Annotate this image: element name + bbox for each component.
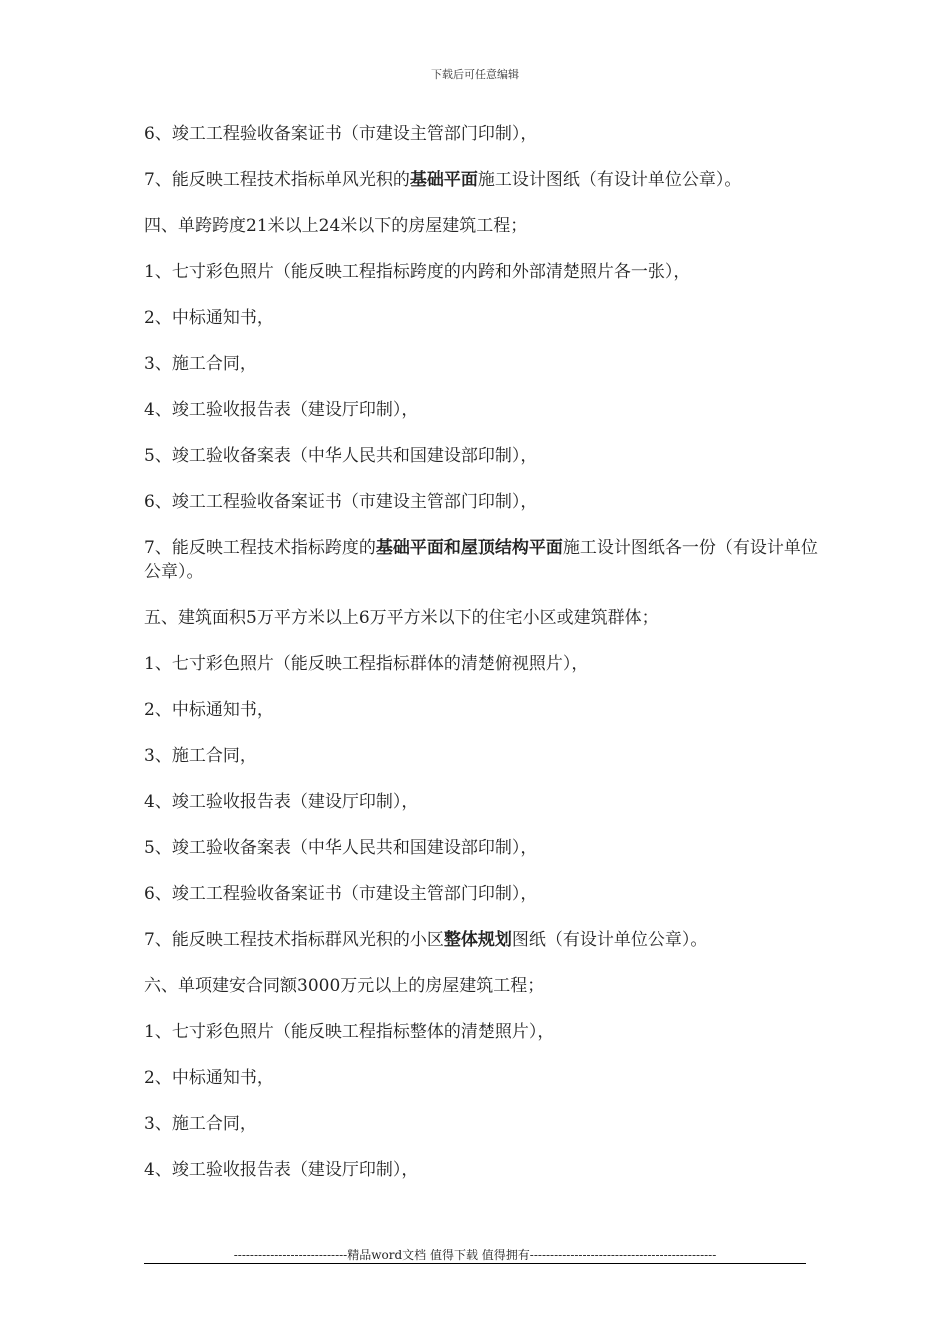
document-body [144,122,824,1204]
list-item-6-certificate [144,122,824,146]
paragraph-text: 施工设计图纸（有设计单位公章）。 [477,170,742,190]
bold-term: 基础平面和屋顶结构平面 [375,538,563,558]
paragraph-text: 2、中标通知书， [144,308,274,328]
paragraph-text: 5、竣工验收备案表（中华人民共和国建设部印制）， [144,446,538,466]
list-item-3-contract [144,1112,824,1136]
paragraph-text: 5、竣工验收备案表（中华人民共和国建设部印制）， [144,838,538,858]
heading-text: 四、单跨跨度21米以上24米以下的房屋建筑工程； [144,216,528,236]
list-item-1-photos [144,260,824,284]
paragraph-text: 1、七寸彩色照片（能反映工程指标跨度的内跨和外部清楚照片各一张）， [144,262,691,282]
list-item-1-photos [144,1020,824,1044]
heading-text: 六、单项建安合同额3000万元以上的房屋建筑工程； [144,976,545,996]
heading-text: 五、建筑面积5万平方米以上6万平方米以下的住宅小区或建筑群体； [144,608,659,628]
paragraph-text: 3、施工合同， [144,1114,257,1134]
paragraph-text: 图纸（有设计单位公章）。 [511,930,708,950]
list-item-6-certificate [144,882,824,906]
paragraph-text: 7、能反映工程技术指标群风光积的小区 [144,930,444,950]
section-heading-4 [144,214,824,238]
paragraph-text: 4、竣工验收报告表（建设厅印制）， [144,1160,419,1180]
paragraph-text: 1、七寸彩色照片（能反映工程指标群体的清楚俯视照片）， [144,654,589,674]
paragraph-text: 4、竣工验收报告表（建设厅印制）， [144,792,419,812]
bold-term: 整体规划 [443,930,512,950]
paragraph-text: 4、竣工验收报告表（建设厅印制）， [144,400,419,420]
list-item-3-contract [144,352,824,376]
list-item-7-structure-plan [144,536,824,584]
section-heading-5 [144,606,824,630]
page-footer: ----------------------------精品word文档 值得下载 值得拥有---------------------------------------------- [233,1248,717,1262]
paragraph-text: 7、能反映工程技术指标单风光积的 [144,170,410,190]
bold-term: 基础平面 [409,170,478,190]
section-heading-6 [144,974,824,998]
list-item-4-report [144,790,824,814]
paragraph-text: 6、竣工工程验收备案证书（市建设主管部门印制）， [144,124,538,144]
paragraph-text: 3、施工合同， [144,746,257,766]
list-item-5-record-form [144,444,824,468]
list-item-6-certificate [144,490,824,514]
paragraph-text: 2、中标通知书， [144,700,274,720]
paragraph-text: 1、七寸彩色照片（能反映工程指标整体的清楚照片）， [144,1022,555,1042]
page-header: 下载后可任意编辑 [431,68,519,81]
list-item-7-master-plan [144,928,824,952]
paragraph-text: 施工设计图纸各一份（有设计单位公章）。 [144,538,818,582]
list-item-2-notice [144,306,824,330]
list-item-4-report [144,1158,824,1182]
paragraph-text: 3、施工合同， [144,354,257,374]
footer-divider [144,1263,806,1264]
list-item-7-foundation-plan [144,168,824,192]
paragraph-text: 6、竣工工程验收备案证书（市建设主管部门印制）， [144,884,538,904]
paragraph-text: 7、能反映工程技术指标跨度的 [144,538,376,558]
list-item-1-photos [144,652,824,676]
list-item-2-notice [144,1066,824,1090]
paragraph-text: 2、中标通知书， [144,1068,274,1088]
list-item-3-contract [144,744,824,768]
list-item-4-report [144,398,824,422]
list-item-5-record-form [144,836,824,860]
list-item-2-notice [144,698,824,722]
paragraph-text: 6、竣工工程验收备案证书（市建设主管部门印制）， [144,492,538,512]
